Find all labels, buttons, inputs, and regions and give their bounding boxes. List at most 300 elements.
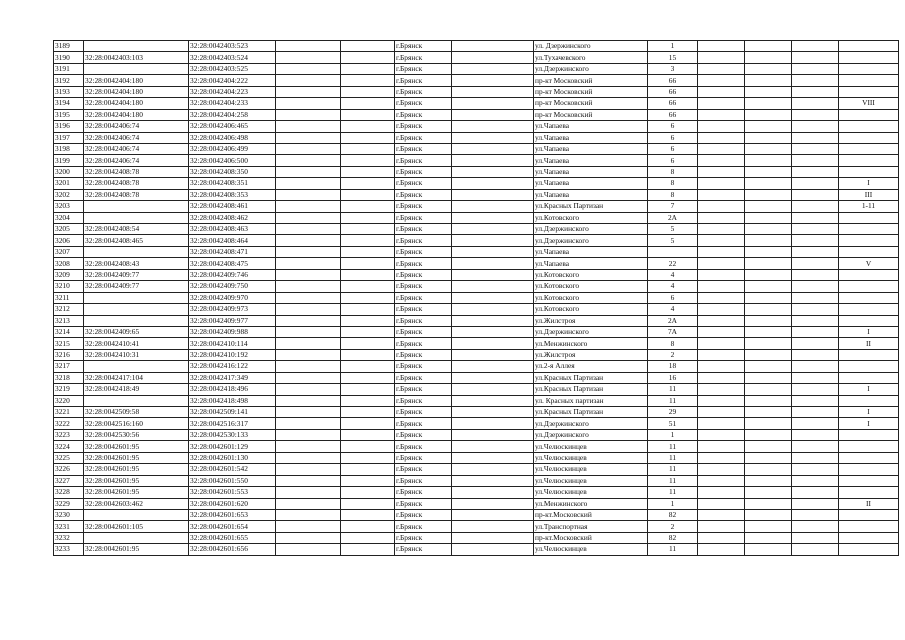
cell-city: г.Брянск [395, 407, 452, 418]
cell-house-number: 6 [648, 121, 698, 132]
cell-empty-col-e [745, 464, 792, 475]
cell-land-plot-number: 32:28:0042408:78 [84, 178, 189, 189]
cell-empty-col-a [276, 544, 341, 555]
cell-empty-col-a [276, 258, 341, 269]
cell-empty-col-e [745, 349, 792, 360]
cell-street: ул.Чапаева [534, 143, 648, 154]
cell-empty-col-f [792, 407, 839, 418]
cell-room-number [839, 464, 899, 475]
cell-room-number [839, 121, 899, 132]
table-row [54, 464, 899, 475]
cell-empty-col-e [745, 155, 792, 166]
cell-empty-col-e [745, 235, 792, 246]
cell-house-number: 11 [648, 384, 698, 395]
cell-empty-col-a [276, 395, 341, 406]
cell-empty-col-f [792, 441, 839, 452]
cell-row-number: 3208 [54, 258, 84, 269]
cell-house-number: 4 [648, 304, 698, 315]
table-row [54, 361, 899, 372]
cell-empty-col-e [745, 338, 792, 349]
cell-cadastral-number: 32:28:0042418:496 [189, 384, 276, 395]
cell-house-number: 1 [648, 429, 698, 440]
cell-empty-col-b [341, 281, 395, 292]
cell-land-plot-number: 32:28:0042601:105 [84, 521, 189, 532]
cell-cadastral-number: 32:28:0042416:122 [189, 361, 276, 372]
cell-empty-col-b [341, 258, 395, 269]
cell-empty-col-e [745, 212, 792, 223]
cell-row-number: 3205 [54, 224, 84, 235]
cell-empty-col-b [341, 372, 395, 383]
cell-house-number: 2А [648, 212, 698, 223]
cell-empty-col-e [745, 143, 792, 154]
cell-empty-col-b [341, 63, 395, 74]
cell-empty-col-e [745, 132, 792, 143]
cell-row-number: 3221 [54, 407, 84, 418]
cell-empty-col-a [276, 304, 341, 315]
cell-land-plot-number: 32:28:0042418:49 [84, 384, 189, 395]
cell-cadastral-number: 32:28:0042409:988 [189, 326, 276, 337]
cell-street: ул.Котовского [534, 269, 648, 280]
cell-street: ул.Чапаева [534, 155, 648, 166]
cell-empty-col-a [276, 178, 341, 189]
cell-land-plot-number: 32:28:0042417:104 [84, 372, 189, 383]
cell-empty-col-b [341, 418, 395, 429]
table-row [54, 315, 899, 326]
cell-land-plot-number: 32:28:0042404:180 [84, 98, 189, 109]
cell-empty-col-e [745, 384, 792, 395]
cell-city: г.Брянск [395, 418, 452, 429]
cell-empty-col-b [341, 464, 395, 475]
cell-row-number: 3225 [54, 452, 84, 463]
cell-empty-col-a [276, 63, 341, 74]
cell-room-number [839, 475, 899, 486]
cell-empty-col-e [745, 498, 792, 509]
cell-empty-col-d [698, 246, 745, 257]
cell-land-plot-number: 32:28:0042530:56 [84, 429, 189, 440]
cell-house-number: 66 [648, 75, 698, 86]
cell-house-number: 6 [648, 155, 698, 166]
cell-empty-col-c [452, 132, 534, 143]
cell-empty-col-a [276, 246, 341, 257]
cell-room-number [839, 441, 899, 452]
cell-street: ул.Транспортная [534, 521, 648, 532]
cell-empty-col-b [341, 52, 395, 63]
cell-empty-col-a [276, 52, 341, 63]
cell-empty-col-b [341, 315, 395, 326]
table-row [54, 269, 899, 280]
cell-cadastral-number: 32:28:0042404:223 [189, 86, 276, 97]
cell-empty-col-a [276, 326, 341, 337]
cell-street: ул.Дзержинского [534, 418, 648, 429]
cell-land-plot-number [84, 41, 189, 52]
cell-city: г.Брянск [395, 143, 452, 154]
cell-cadastral-number: 32:28:0042601:620 [189, 498, 276, 509]
cell-empty-col-c [452, 189, 534, 200]
cell-empty-col-a [276, 269, 341, 280]
cell-empty-col-f [792, 544, 839, 555]
cell-empty-col-e [745, 475, 792, 486]
cell-house-number: 82 [648, 532, 698, 543]
cell-land-plot-number: 32:28:0042601:95 [84, 464, 189, 475]
cell-row-number: 3212 [54, 304, 84, 315]
cell-empty-col-f [792, 464, 839, 475]
cell-empty-col-e [745, 258, 792, 269]
cell-empty-col-c [452, 246, 534, 257]
cell-empty-col-e [745, 361, 792, 372]
cell-empty-col-e [745, 544, 792, 555]
cell-cadastral-number: 32:28:0042410:192 [189, 349, 276, 360]
table-row [54, 292, 899, 303]
cell-street: ул.2-я Аллея [534, 361, 648, 372]
cell-row-number: 3227 [54, 475, 84, 486]
cell-row-number: 3190 [54, 52, 84, 63]
cell-row-number: 3189 [54, 41, 84, 52]
cell-street: ул. Дзержинского [534, 41, 648, 52]
cell-city: г.Брянск [395, 326, 452, 337]
cell-empty-col-d [698, 178, 745, 189]
cell-empty-col-a [276, 143, 341, 154]
cell-empty-col-a [276, 75, 341, 86]
cell-room-number [839, 452, 899, 463]
cell-empty-col-e [745, 395, 792, 406]
cell-empty-col-a [276, 441, 341, 452]
cell-empty-col-b [341, 498, 395, 509]
cell-empty-col-a [276, 349, 341, 360]
cell-city: г.Брянск [395, 212, 452, 223]
cell-land-plot-number: 32:28:0042403:103 [84, 52, 189, 63]
cell-empty-col-c [452, 52, 534, 63]
cell-street: ул.Челюскинцев [534, 475, 648, 486]
cell-city: г.Брянск [395, 338, 452, 349]
cell-house-number: 1 [648, 498, 698, 509]
cell-land-plot-number: 32:28:0042406:74 [84, 143, 189, 154]
cell-empty-col-b [341, 109, 395, 120]
table-row [54, 349, 899, 360]
cell-house-number: 6 [648, 292, 698, 303]
cell-cadastral-number: 32:28:0042509:141 [189, 407, 276, 418]
cell-house-number: 18 [648, 361, 698, 372]
cell-land-plot-number [84, 246, 189, 257]
cell-empty-col-d [698, 155, 745, 166]
cell-street: ул.Котовского [534, 292, 648, 303]
cell-empty-col-f [792, 201, 839, 212]
cell-street: пр-кт Московский [534, 98, 648, 109]
cell-empty-col-e [745, 178, 792, 189]
cell-street: ул.Чапаева [534, 166, 648, 177]
table-body [54, 41, 899, 556]
cell-land-plot-number: 32:28:0042601:95 [84, 452, 189, 463]
cell-city: г.Брянск [395, 258, 452, 269]
cell-cadastral-number: 32:28:0042406:499 [189, 143, 276, 154]
cell-empty-col-d [698, 475, 745, 486]
cell-street: ул.Жилстроя [534, 349, 648, 360]
cell-room-number [839, 395, 899, 406]
cell-empty-col-e [745, 509, 792, 520]
table-row [54, 41, 899, 52]
cell-empty-col-e [745, 441, 792, 452]
cell-empty-col-b [341, 41, 395, 52]
cell-empty-col-b [341, 384, 395, 395]
cell-empty-col-a [276, 109, 341, 120]
cell-street: ул.Чапаева [534, 258, 648, 269]
cell-empty-col-a [276, 281, 341, 292]
table-row [54, 258, 899, 269]
cell-room-number [839, 521, 899, 532]
cell-street: ул.Красных Партизан [534, 201, 648, 212]
cell-empty-col-c [452, 166, 534, 177]
cell-house-number: 11 [648, 464, 698, 475]
cell-empty-col-b [341, 201, 395, 212]
cell-street: ул.Челюскинцев [534, 441, 648, 452]
cell-row-number: 3217 [54, 361, 84, 372]
cell-empty-col-c [452, 338, 534, 349]
cell-empty-col-e [745, 75, 792, 86]
table-row [54, 498, 899, 509]
cell-cadastral-number: 32:28:0042408:461 [189, 201, 276, 212]
cell-empty-col-b [341, 155, 395, 166]
cell-empty-col-c [452, 121, 534, 132]
cell-row-number: 3214 [54, 326, 84, 337]
cell-empty-col-c [452, 155, 534, 166]
cell-room-number [839, 155, 899, 166]
cell-city: г.Брянск [395, 224, 452, 235]
cell-empty-col-c [452, 509, 534, 520]
cell-city: г.Брянск [395, 269, 452, 280]
table-row [54, 452, 899, 463]
cell-cadastral-number: 32:28:0042409:973 [189, 304, 276, 315]
cell-house-number: 11 [648, 544, 698, 555]
cell-empty-col-d [698, 281, 745, 292]
cell-row-number: 3231 [54, 521, 84, 532]
cell-house-number: 2 [648, 521, 698, 532]
cell-empty-col-d [698, 326, 745, 337]
cell-land-plot-number: 32:28:0042404:180 [84, 86, 189, 97]
cell-room-number [839, 52, 899, 63]
cell-empty-col-e [745, 487, 792, 498]
cell-empty-col-d [698, 269, 745, 280]
cell-room-number [839, 429, 899, 440]
cell-city: г.Брянск [395, 41, 452, 52]
cell-empty-col-d [698, 63, 745, 74]
cell-land-plot-number [84, 315, 189, 326]
cell-house-number: 66 [648, 109, 698, 120]
cell-city: г.Брянск [395, 315, 452, 326]
cell-row-number: 3200 [54, 166, 84, 177]
cell-empty-col-f [792, 86, 839, 97]
table-row [54, 75, 899, 86]
cell-room-number [839, 75, 899, 86]
cell-land-plot-number: 32:28:0042406:74 [84, 155, 189, 166]
cell-land-plot-number: 32:28:0042408:43 [84, 258, 189, 269]
cell-city: г.Брянск [395, 509, 452, 520]
cell-row-number: 3220 [54, 395, 84, 406]
cell-empty-col-a [276, 475, 341, 486]
cell-city: г.Брянск [395, 132, 452, 143]
cell-street: ул.Чапаева [534, 189, 648, 200]
cell-land-plot-number: 32:28:0042601:95 [84, 487, 189, 498]
table-row [54, 475, 899, 486]
cell-empty-col-f [792, 326, 839, 337]
cell-empty-col-a [276, 41, 341, 52]
cell-room-number [839, 166, 899, 177]
cell-house-number: 6 [648, 143, 698, 154]
table-row [54, 246, 899, 257]
cell-empty-col-d [698, 224, 745, 235]
cell-row-number: 3207 [54, 246, 84, 257]
cell-empty-col-f [792, 212, 839, 223]
cell-empty-col-d [698, 121, 745, 132]
cell-empty-col-d [698, 407, 745, 418]
cell-cadastral-number: 32:28:0042409:750 [189, 281, 276, 292]
cell-empty-col-c [452, 41, 534, 52]
cell-empty-col-c [452, 418, 534, 429]
cell-empty-col-a [276, 166, 341, 177]
cell-street: ул.Красных Партизан [534, 384, 648, 395]
cell-cadastral-number: 32:28:0042601:550 [189, 475, 276, 486]
cell-house-number: 5 [648, 224, 698, 235]
table-row [54, 544, 899, 555]
cell-empty-col-a [276, 224, 341, 235]
cell-empty-col-b [341, 143, 395, 154]
cell-empty-col-a [276, 372, 341, 383]
cell-empty-col-b [341, 361, 395, 372]
cell-empty-col-a [276, 509, 341, 520]
cell-empty-col-f [792, 246, 839, 257]
cell-room-number [839, 544, 899, 555]
cell-house-number: 51 [648, 418, 698, 429]
cell-empty-col-b [341, 212, 395, 223]
cell-city: г.Брянск [395, 349, 452, 360]
cell-house-number: 6 [648, 132, 698, 143]
cell-city: г.Брянск [395, 361, 452, 372]
cell-empty-col-c [452, 349, 534, 360]
cell-empty-col-f [792, 121, 839, 132]
cell-empty-col-b [341, 487, 395, 498]
cell-cadastral-number: 32:28:0042406:500 [189, 155, 276, 166]
cell-street: ул.Котовского [534, 212, 648, 223]
cell-row-number: 3219 [54, 384, 84, 395]
cell-empty-col-c [452, 143, 534, 154]
cell-empty-col-f [792, 429, 839, 440]
cell-empty-col-e [745, 532, 792, 543]
table-row [54, 532, 899, 543]
cell-house-number: 8 [648, 189, 698, 200]
cell-cadastral-number: 32:28:0042601:654 [189, 521, 276, 532]
cell-empty-col-d [698, 441, 745, 452]
cell-empty-col-f [792, 235, 839, 246]
cell-empty-col-f [792, 166, 839, 177]
cell-empty-col-b [341, 544, 395, 555]
cell-empty-col-d [698, 143, 745, 154]
cell-room-number [839, 509, 899, 520]
cell-empty-col-c [452, 464, 534, 475]
cell-empty-col-d [698, 487, 745, 498]
cell-room-number: III [839, 189, 899, 200]
cell-empty-col-d [698, 189, 745, 200]
cell-empty-col-d [698, 532, 745, 543]
cell-street: пр-кт.Московский [534, 509, 648, 520]
cell-empty-col-b [341, 246, 395, 257]
cell-empty-col-a [276, 155, 341, 166]
cell-empty-col-b [341, 121, 395, 132]
cell-empty-col-f [792, 75, 839, 86]
cell-street: пр-кт Московский [534, 86, 648, 97]
cell-empty-col-d [698, 166, 745, 177]
cell-empty-col-b [341, 521, 395, 532]
cell-empty-col-f [792, 521, 839, 532]
cell-empty-col-b [341, 292, 395, 303]
cell-land-plot-number: 32:28:0042603:462 [84, 498, 189, 509]
cell-row-number: 3193 [54, 86, 84, 97]
cell-empty-col-c [452, 235, 534, 246]
cell-row-number: 3191 [54, 63, 84, 74]
cell-empty-col-b [341, 326, 395, 337]
table-row [54, 155, 899, 166]
cell-city: г.Брянск [395, 452, 452, 463]
cell-empty-col-c [452, 86, 534, 97]
cell-empty-col-c [452, 212, 534, 223]
cell-row-number: 3215 [54, 338, 84, 349]
cell-room-number [839, 212, 899, 223]
table-row [54, 224, 899, 235]
cell-empty-col-f [792, 41, 839, 52]
cell-cadastral-number: 32:28:0042403:525 [189, 63, 276, 74]
cell-empty-col-b [341, 178, 395, 189]
cell-empty-col-c [452, 498, 534, 509]
cell-cadastral-number: 32:28:0042403:523 [189, 41, 276, 52]
cell-land-plot-number: 32:28:0042408:78 [84, 166, 189, 177]
table-row [54, 86, 899, 97]
cell-empty-col-f [792, 281, 839, 292]
cell-empty-col-e [745, 201, 792, 212]
cell-street: ул.Дзержинского [534, 429, 648, 440]
cell-house-number: 22 [648, 258, 698, 269]
cell-row-number: 3224 [54, 441, 84, 452]
cell-empty-col-d [698, 292, 745, 303]
cell-empty-col-e [745, 269, 792, 280]
cell-row-number: 3203 [54, 201, 84, 212]
cell-empty-col-d [698, 464, 745, 475]
cell-empty-col-c [452, 315, 534, 326]
cell-empty-col-b [341, 304, 395, 315]
cell-empty-col-b [341, 441, 395, 452]
cell-empty-col-a [276, 86, 341, 97]
cell-land-plot-number: 32:28:0042406:74 [84, 132, 189, 143]
cell-house-number: 7А [648, 326, 698, 337]
cell-street: ул.Тухачевского [534, 52, 648, 63]
cell-house-number: 3 [648, 63, 698, 74]
cell-cadastral-number: 32:28:0042601:653 [189, 509, 276, 520]
cell-empty-col-e [745, 224, 792, 235]
cell-empty-col-f [792, 52, 839, 63]
cell-city: г.Брянск [395, 304, 452, 315]
cell-land-plot-number: 32:28:0042601:95 [84, 544, 189, 555]
cell-empty-col-b [341, 235, 395, 246]
cell-empty-col-e [745, 98, 792, 109]
cell-empty-col-e [745, 86, 792, 97]
cell-row-number: 3229 [54, 498, 84, 509]
cell-empty-col-e [745, 52, 792, 63]
cell-house-number: 16 [648, 372, 698, 383]
cell-cadastral-number: 32:28:0042404:233 [189, 98, 276, 109]
cell-empty-col-b [341, 475, 395, 486]
cell-empty-col-f [792, 132, 839, 143]
cell-cadastral-number: 32:28:0042409:977 [189, 315, 276, 326]
cell-empty-col-a [276, 235, 341, 246]
cell-street: ул.Челюскинцев [534, 452, 648, 463]
cell-empty-col-d [698, 109, 745, 120]
cell-empty-col-f [792, 224, 839, 235]
